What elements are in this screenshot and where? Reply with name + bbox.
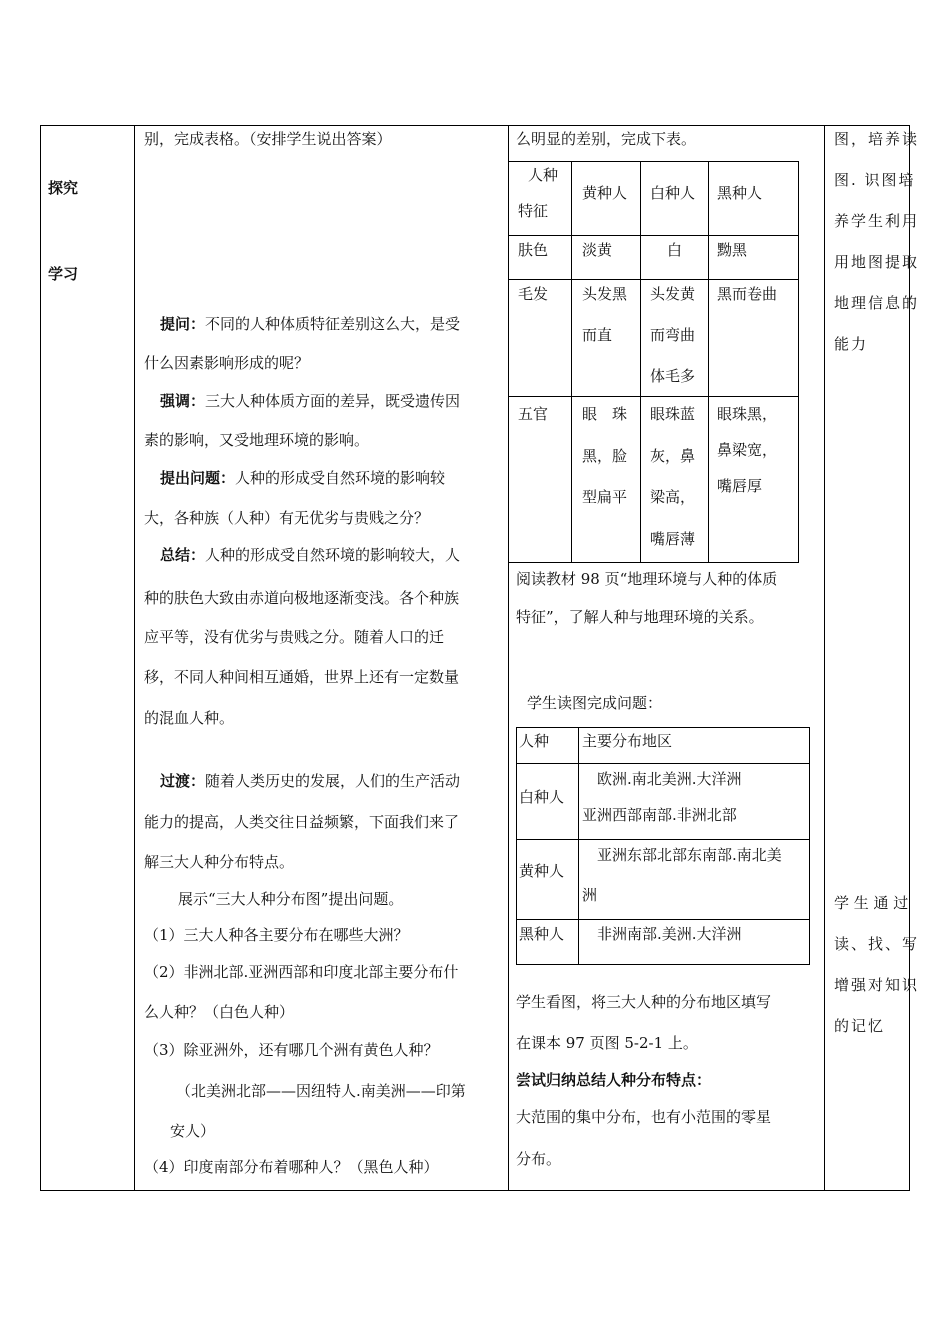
row-skin-white: 白 bbox=[667, 241, 683, 259]
dist-white-label: 白种人 bbox=[519, 788, 565, 806]
row-face-yellow-3: 型扁平 bbox=[582, 488, 628, 506]
row-skin-label: 肤色 bbox=[518, 241, 549, 259]
dist-yellow-label: 黄种人 bbox=[519, 862, 565, 880]
question-3c: 安人） bbox=[170, 1122, 216, 1140]
distribution-table-line bbox=[516, 839, 810, 840]
features-table-line bbox=[571, 161, 572, 563]
distribution-table-line bbox=[516, 727, 810, 728]
features-table-line bbox=[508, 279, 799, 280]
show-map-text: 展示“三大人种分布图”提出问题。 bbox=[178, 890, 404, 908]
row-face-white-3: 梁高， bbox=[650, 488, 696, 506]
emphasis-text: 三大人种体质方面的差异，既受遗传因 bbox=[205, 392, 461, 410]
features-table-line bbox=[708, 161, 709, 563]
row-face-white-2: 灰，鼻 bbox=[650, 447, 696, 465]
problem-paragraph bbox=[160, 468, 445, 488]
row-hair-yellow-1: 头发黑 bbox=[582, 285, 628, 303]
row-face-yellow-2: 黑，脸 bbox=[582, 447, 628, 465]
row-face-black-1: 眼珠黑， bbox=[717, 405, 778, 423]
emphasis-label: 强调： bbox=[160, 392, 206, 410]
question-paragraph bbox=[160, 314, 460, 334]
distribution-table-line bbox=[578, 727, 579, 965]
column-divider-2 bbox=[508, 125, 509, 1191]
transition-paragraph bbox=[160, 771, 460, 791]
row-hair-yellow-2: 而直 bbox=[582, 326, 613, 344]
intent-a-3: 养学生利用 bbox=[834, 212, 920, 230]
features-corner-1: 人种 bbox=[528, 166, 559, 184]
dist-header-region: 主要分布地区 bbox=[582, 732, 673, 750]
fill-text-2: 在课本 97 页图 5-2-1 上。 bbox=[516, 1034, 698, 1052]
distribution-table-line bbox=[516, 964, 810, 965]
question-text: 不同的人种体质特征差别这么大，是受 bbox=[205, 315, 461, 333]
row-face-yellow-1: 眼 珠 bbox=[582, 405, 628, 423]
summary-text-3: 应平等，没有优劣与贵贱之分。随着人口的迁 bbox=[144, 628, 445, 646]
question-label: 提问： bbox=[160, 315, 206, 333]
dist-header-race: 人种 bbox=[519, 732, 550, 750]
summary-paragraph bbox=[160, 545, 460, 565]
row-face-black-2: 鼻梁宽， bbox=[717, 441, 778, 459]
features-table-line bbox=[508, 235, 799, 236]
try-summary-label: 尝试归纳总结人种分布特点： bbox=[516, 1071, 712, 1089]
row-hair-black: 黑而卷曲 bbox=[717, 285, 778, 303]
summary-line-2: 分布。 bbox=[516, 1150, 562, 1168]
dist-yellow-region-2: 洲 bbox=[582, 886, 598, 904]
distribution-table-line bbox=[516, 727, 517, 965]
row-face-label: 五官 bbox=[518, 405, 549, 423]
question-1: （1）三大人种各主要分布在哪些大洲？ bbox=[144, 926, 409, 944]
header-white: 白种人 bbox=[650, 184, 696, 202]
summary-text-2: 种的肤色大致由赤道向极地逐渐变浅。各个种族 bbox=[144, 589, 460, 607]
row-hair-white-2: 而弯曲 bbox=[650, 326, 696, 344]
dist-white-region-2: 亚洲西部南部.非洲北部 bbox=[582, 806, 737, 824]
distribution-table-line bbox=[516, 763, 810, 764]
table-bottom-border bbox=[40, 1190, 910, 1191]
features-corner-2: 特征 bbox=[518, 202, 549, 220]
row-face-black-3: 嘴唇厚 bbox=[717, 477, 763, 495]
read-text-2: 特征”，了解人种与地理环境的关系。 bbox=[516, 608, 764, 626]
intent-b-3: 增强对知识 bbox=[834, 976, 920, 994]
row-hair-white-1: 头发黄 bbox=[650, 285, 696, 303]
dist-black-label: 黑种人 bbox=[519, 925, 565, 943]
intent-a-6: 能力 bbox=[834, 335, 869, 353]
question-4: （4）印度南部分布着哪种人？（黑色人种） bbox=[144, 1158, 439, 1176]
features-table-line bbox=[508, 562, 799, 563]
question-3a: （3）除亚洲外，还有哪几个洲有黄色人种？ bbox=[144, 1041, 439, 1059]
intent-b-2: 读、找、写 bbox=[834, 935, 920, 953]
row-label-2: 学习 bbox=[48, 265, 79, 283]
question-2b: 么人种？（白色人种） bbox=[144, 1003, 295, 1021]
summary-text: 人种的形成受自然环境的影响较大，人 bbox=[205, 546, 461, 564]
question-3b: （北美洲北部——因纽特人.南美洲——印第 bbox=[176, 1082, 466, 1100]
row-face-white-1: 眼珠蓝 bbox=[650, 405, 696, 423]
teacher-line-1: 别，完成表格。（安排学生说出答案） bbox=[144, 130, 392, 148]
row-face-white-4: 嘴唇薄 bbox=[650, 530, 696, 548]
summary-text-5: 的混血人种。 bbox=[144, 709, 235, 727]
distribution-table-line bbox=[809, 727, 810, 965]
transition-text-2: 能力的提高，人类交往日益频繁，下面我们来了 bbox=[144, 813, 460, 831]
problem-text: 人种的形成受自然环境的影响较 bbox=[235, 469, 446, 487]
row-skin-black: 黝黑 bbox=[717, 241, 748, 259]
read-text-1: 阅读教材 98 页“地理环境与人种的体质 bbox=[516, 570, 778, 588]
transition-text: 随着人类历史的发展，人们的生产活动 bbox=[205, 772, 461, 790]
dist-yellow-region-1: 亚洲东部北部东南部.南北美 bbox=[597, 846, 782, 864]
problem-label: 提出问题： bbox=[160, 469, 236, 487]
emphasis-text-2: 素的影响，又受地理环境的影响。 bbox=[144, 431, 370, 449]
features-table-line bbox=[798, 161, 799, 563]
emphasis-paragraph bbox=[160, 391, 460, 411]
read-map-text: 学生读图完成问题： bbox=[527, 694, 663, 712]
features-table-line bbox=[508, 161, 799, 162]
intent-b-4: 的记忆 bbox=[834, 1017, 886, 1035]
dist-white-region-1: 欧洲.南北美洲.大洋洲 bbox=[597, 770, 742, 788]
transition-label: 过渡： bbox=[160, 772, 206, 790]
question-text-2: 什么因素影响形成的呢？ bbox=[144, 354, 310, 372]
intent-a-4: 用地图提取 bbox=[834, 253, 920, 271]
transition-text-3: 解三大人种分布特点。 bbox=[144, 853, 295, 871]
intent-a-5: 地理信息的 bbox=[834, 294, 920, 312]
features-table-line bbox=[640, 161, 641, 563]
intent-b-1: 学 生 通 过 bbox=[834, 894, 909, 912]
distribution-table-line bbox=[516, 919, 810, 920]
row-label-1: 探究 bbox=[48, 179, 79, 197]
row-hair-white-3: 体毛多 bbox=[650, 367, 696, 385]
features-table-line bbox=[508, 396, 799, 397]
table-left-border bbox=[40, 125, 41, 1191]
header-yellow: 黄种人 bbox=[582, 184, 628, 202]
row-skin-yellow: 淡黄 bbox=[582, 241, 613, 259]
problem-text-2: 大，各种族（人种）有无优劣与贵贱之分？ bbox=[144, 509, 430, 527]
fill-text-1: 学生看图，将三大人种的分布地区填写 bbox=[516, 993, 772, 1011]
table-top-border bbox=[40, 125, 910, 126]
summary-line-1: 大范围的集中分布，也有小范围的零星 bbox=[516, 1108, 772, 1126]
column-divider-3 bbox=[824, 125, 825, 1191]
table-right-border bbox=[909, 125, 910, 1191]
summary-text-4: 移，不同人种间相互通婚，世界上还有一定数量 bbox=[144, 668, 460, 686]
dist-black-region: 非洲南部.美洲.大洋洲 bbox=[597, 925, 742, 943]
header-black: 黑种人 bbox=[717, 184, 763, 202]
question-2a: （2）非洲北部.亚洲西部和印度北部主要分布什 bbox=[144, 963, 459, 981]
column-divider-1 bbox=[134, 125, 135, 1191]
row-hair-label: 毛发 bbox=[518, 285, 549, 303]
summary-label: 总结： bbox=[160, 546, 206, 564]
intent-a-1: 图，培养读 bbox=[834, 130, 920, 148]
intent-a-2: 图. 识图培 bbox=[834, 171, 916, 189]
student-line-1: 么明显的差别，完成下表。 bbox=[516, 130, 697, 148]
